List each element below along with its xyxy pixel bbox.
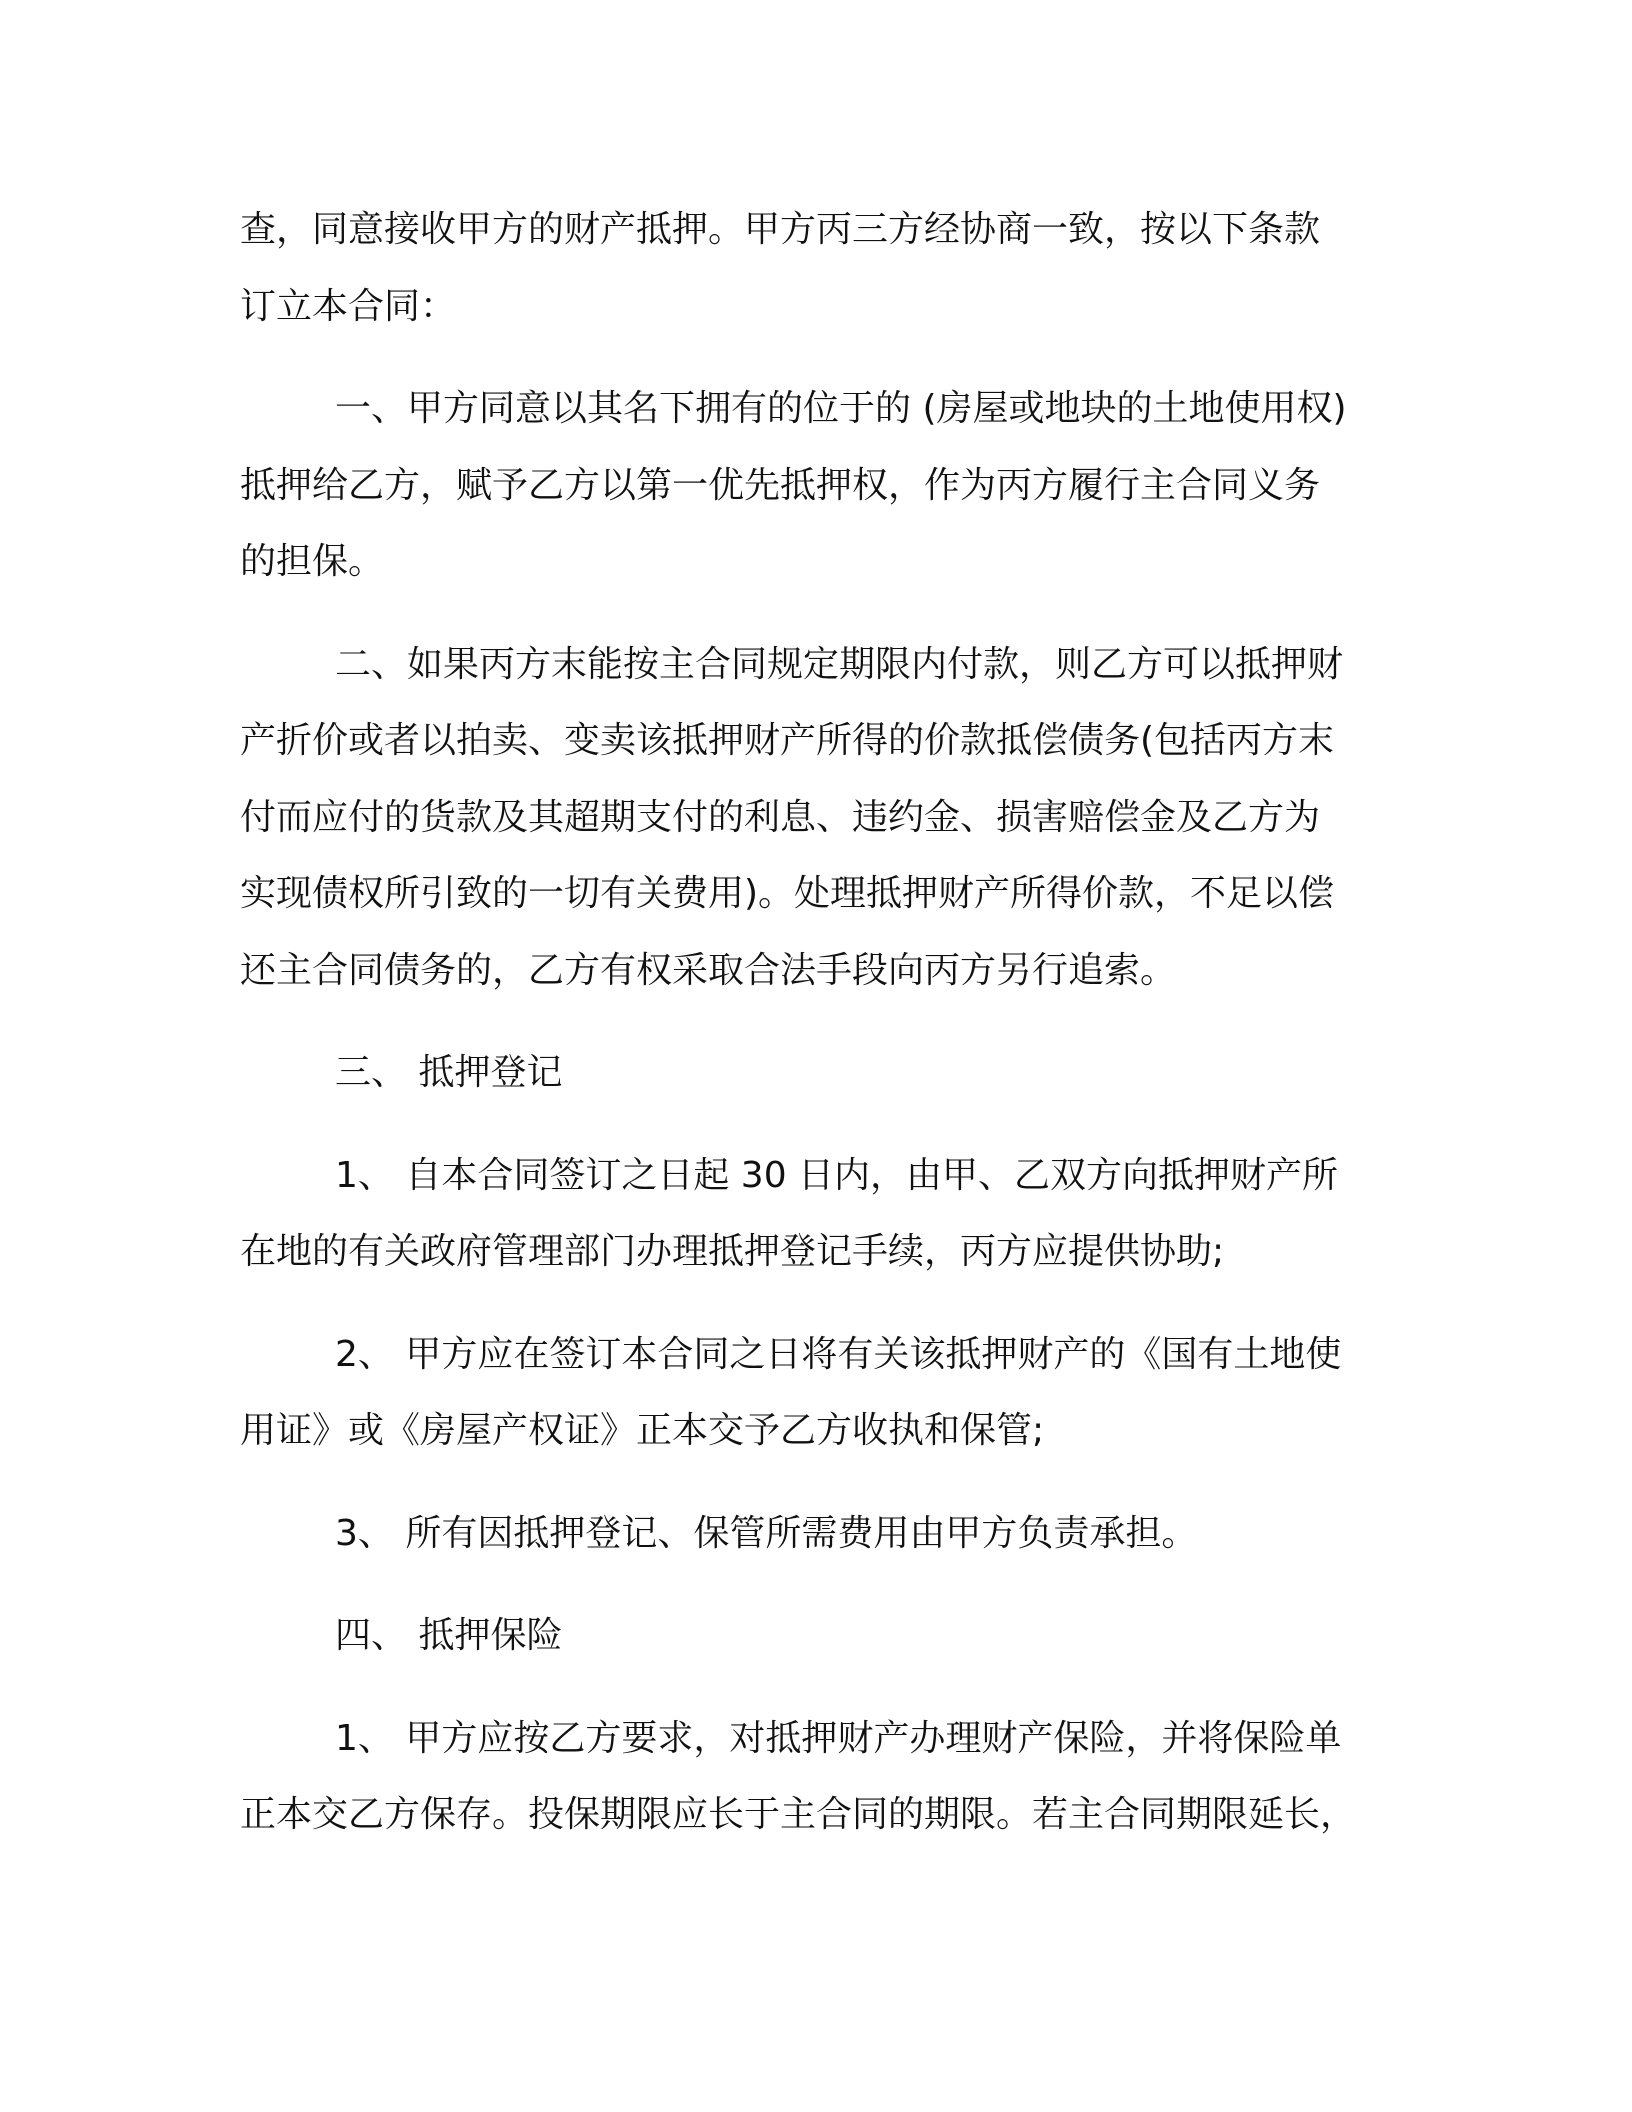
paragraph-registration-2 xyxy=(240,1317,1380,1470)
text-line: 2、 甲方应在签订本合同之日将有关该抵押财产的《国有土地使 xyxy=(335,1333,1342,1375)
text-line: 1、 自本合同签订之日起 30 日内，由甲、乙双方向抵押财产所 xyxy=(335,1154,1339,1196)
paragraph-registration-1 xyxy=(240,1138,1380,1291)
text-line: 四、 抵押保险 xyxy=(335,1615,563,1656)
section-heading-insurance xyxy=(240,1598,1380,1675)
text-line: 付而应付的货款及其超期支付的利息、违约金、损害赔偿金及乙方为 xyxy=(240,796,1321,838)
text-line: 一、甲方同意以其名下拥有的位于的 (房屋或地块的土地使用权) xyxy=(335,388,1347,429)
paragraph-insurance-1 xyxy=(240,1701,1380,1854)
paragraph-intro xyxy=(240,192,1380,345)
text-line: 用证》或《房屋产权证》正本交予乙方收执和保管; xyxy=(240,1410,1045,1451)
paragraph-clause-1 xyxy=(240,371,1380,601)
section-heading-registration xyxy=(240,1035,1380,1112)
text-line: 抵押给乙方，赋予乙方以第一优先抵押权，作为丙方履行主合同义务 xyxy=(240,464,1321,506)
document-body xyxy=(240,192,1380,1854)
text-line: 在地的有关政府管理部门办理抵押登记手续，丙方应提供协助; xyxy=(240,1231,1225,1272)
text-line: 三、 抵押登记 xyxy=(335,1052,563,1093)
text-line: 产折价或者以拍卖、变卖该抵押财产所得的价款抵偿债务(包括丙方末 xyxy=(240,720,1335,761)
text-line: 还主合同债务的，乙方有权采取合法手段向丙方另行追索。 xyxy=(240,949,1177,991)
text-line: 正本交乙方保存。投保期限应长于主合同的期限。若主合同期限延长， xyxy=(240,1794,1357,1835)
text-line: 的担保。 xyxy=(240,541,385,582)
text-line: 查，同意接收甲方的财产抵押。甲方丙三方经协商一致，按以下条款 xyxy=(240,209,1321,250)
text-line: 3、 所有因抵押登记、保管所需费用由甲方负责承担。 xyxy=(335,1512,1198,1554)
text-line: 订立本合同： xyxy=(240,285,457,327)
paragraph-registration-3 xyxy=(240,1496,1380,1573)
text-line: 二、如果丙方末能按主合同规定期限内付款，则乙方可以抵押财 xyxy=(335,643,1344,685)
text-line: 实现债权所引致的一切有关费用)。处理抵押财产所得价款，不足以偿 xyxy=(240,873,1335,914)
text-line: 1、 甲方应按乙方要求，对抵押财产办理财产保险，并将保险单 xyxy=(335,1717,1342,1759)
paragraph-clause-2 xyxy=(240,627,1380,1010)
